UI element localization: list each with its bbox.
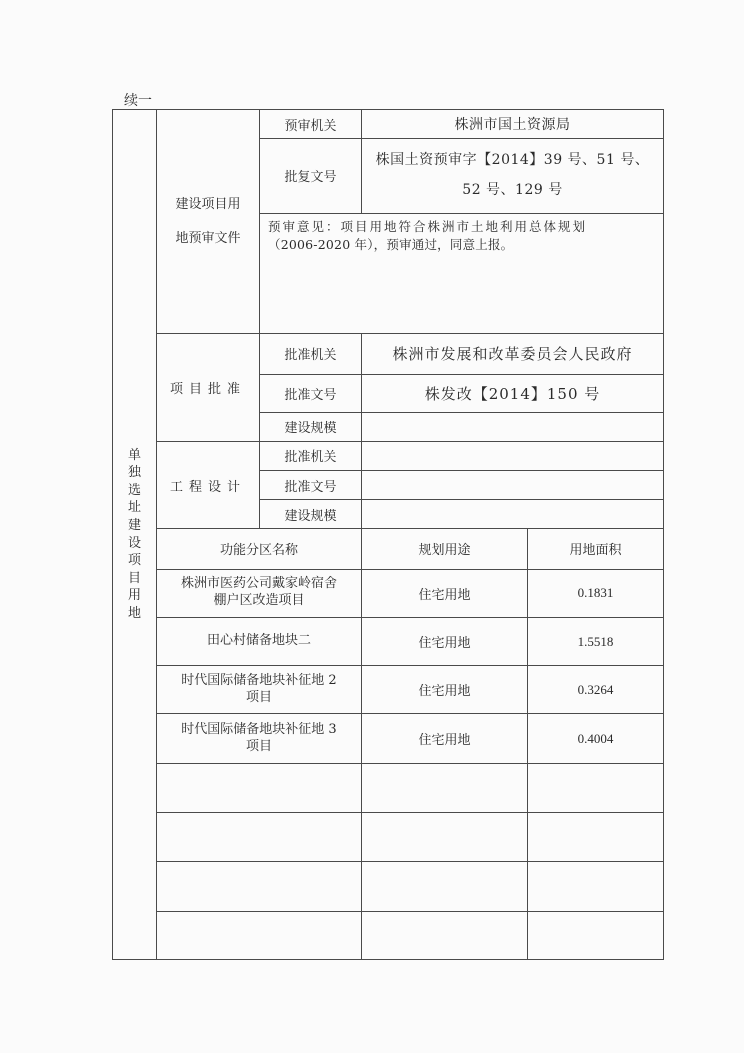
empty-cell	[157, 763, 362, 812]
project-approval-group-label: 项目批准	[157, 334, 260, 442]
pre-review-doc-no-line1: 株国土资预审字【2014】39 号、51 号、	[375, 152, 650, 169]
side-label-char: 目	[127, 570, 141, 586]
project-approval-scale-label: 建设规模	[260, 412, 362, 441]
empty-cell	[362, 813, 528, 862]
pre-review-group-line: 建设项目用	[175, 196, 241, 212]
empty-cell	[157, 813, 362, 862]
zone-name-line2: 项目	[245, 689, 272, 705]
zone-name-line1: 时代国际储备地块补征地 3	[181, 721, 337, 737]
pre-review-doc-no-label: 批复文号	[260, 139, 362, 213]
zone-use: 住宅用地	[362, 666, 528, 714]
project-approval-authority-value: 株洲市发展和改革委员会人民政府	[362, 334, 664, 374]
empty-cell	[362, 763, 528, 812]
table-row	[113, 569, 664, 617]
empty-cell	[157, 862, 362, 911]
side-label-char: 选	[127, 482, 141, 498]
zone-header-use: 规划用途	[362, 529, 528, 569]
zone-use: 住宅用地	[362, 617, 528, 665]
zone-name	[157, 617, 362, 665]
engineering-design-authority-value	[362, 441, 664, 470]
side-label-char: 地	[127, 605, 141, 621]
table-row	[113, 666, 664, 714]
empty-table-row	[113, 813, 664, 862]
project-approval-authority-label: 批准机关	[260, 334, 362, 374]
side-label-char: 建	[127, 517, 141, 533]
pre-review-group-line: 地预审文件	[175, 230, 241, 246]
zone-header-name: 功能分区名称	[157, 529, 362, 569]
side-label	[113, 447, 156, 622]
pre-review-authority-label: 预审机关	[260, 110, 362, 139]
side-label-char: 单	[127, 447, 141, 463]
side-label-char: 址	[127, 500, 141, 516]
pre-review-opinion-line1: 预审意见：项目用地符合株洲市土地利用总体规划	[268, 218, 588, 234]
empty-cell	[528, 813, 664, 862]
empty-cell	[528, 763, 664, 812]
zone-name	[157, 714, 362, 763]
pre-review-group-label	[157, 188, 259, 256]
pre-review-doc-no-value	[362, 139, 664, 213]
zone-use: 住宅用地	[362, 714, 528, 763]
side-label-char: 项	[127, 553, 141, 569]
zone-name-line1: 田心村储备地块二	[206, 633, 311, 649]
zone-name-line2: 项目	[245, 738, 272, 754]
zone-name	[157, 569, 362, 617]
table-row	[113, 714, 664, 763]
pre-review-opinion	[260, 213, 664, 334]
land-use-form-table	[112, 109, 664, 960]
table-row	[113, 617, 664, 665]
project-approval-doc-no-label: 批准文号	[260, 374, 362, 412]
zone-name	[157, 666, 362, 714]
zone-area: 0.1831	[528, 569, 664, 617]
side-label-char: 设	[127, 535, 141, 551]
empty-table-row	[113, 862, 664, 911]
engineering-design-group-label: 工程设计	[157, 441, 260, 528]
engineering-design-scale-label: 建设规模	[260, 500, 362, 529]
pre-review-group-cell	[157, 110, 260, 334]
side-label-char: 独	[127, 465, 141, 481]
engineering-design-scale-value	[362, 500, 664, 529]
pre-review-opinion-line2: （2006-2020 年），预审通过，同意上报。	[268, 236, 514, 252]
project-approval-doc-no-value: 株发改【2014】150 号	[362, 374, 664, 412]
side-label-cell	[113, 110, 157, 960]
empty-cell	[528, 911, 664, 959]
empty-cell	[362, 862, 528, 911]
zone-name-line1: 时代国际储备地块补征地 2	[181, 672, 337, 688]
zone-use: 住宅用地	[362, 569, 528, 617]
continuation-caption: 续一	[124, 93, 152, 109]
empty-table-row	[113, 911, 664, 959]
engineering-design-doc-no-label: 批准文号	[260, 471, 362, 500]
zone-area: 0.3264	[528, 666, 664, 714]
zone-header-area: 用地面积	[528, 529, 664, 569]
pre-review-authority-value: 株洲市国土资源局	[362, 110, 664, 139]
side-label-char: 用	[127, 588, 141, 604]
zone-name-line2: 棚户区改造项目	[213, 593, 305, 609]
empty-table-row	[113, 763, 664, 812]
empty-cell	[157, 911, 362, 959]
engineering-design-authority-label: 批准机关	[260, 441, 362, 470]
engineering-design-doc-no-value	[362, 471, 664, 500]
pre-review-doc-no-line2: 52 号、129 号	[462, 181, 563, 198]
zone-name-line1: 株洲市医药公司戴家岭宿舍	[180, 576, 337, 592]
zone-area: 0.4004	[528, 714, 664, 763]
project-approval-scale-value	[362, 412, 664, 441]
empty-cell	[362, 911, 528, 959]
empty-cell	[528, 862, 664, 911]
zone-area: 1.5518	[528, 617, 664, 665]
